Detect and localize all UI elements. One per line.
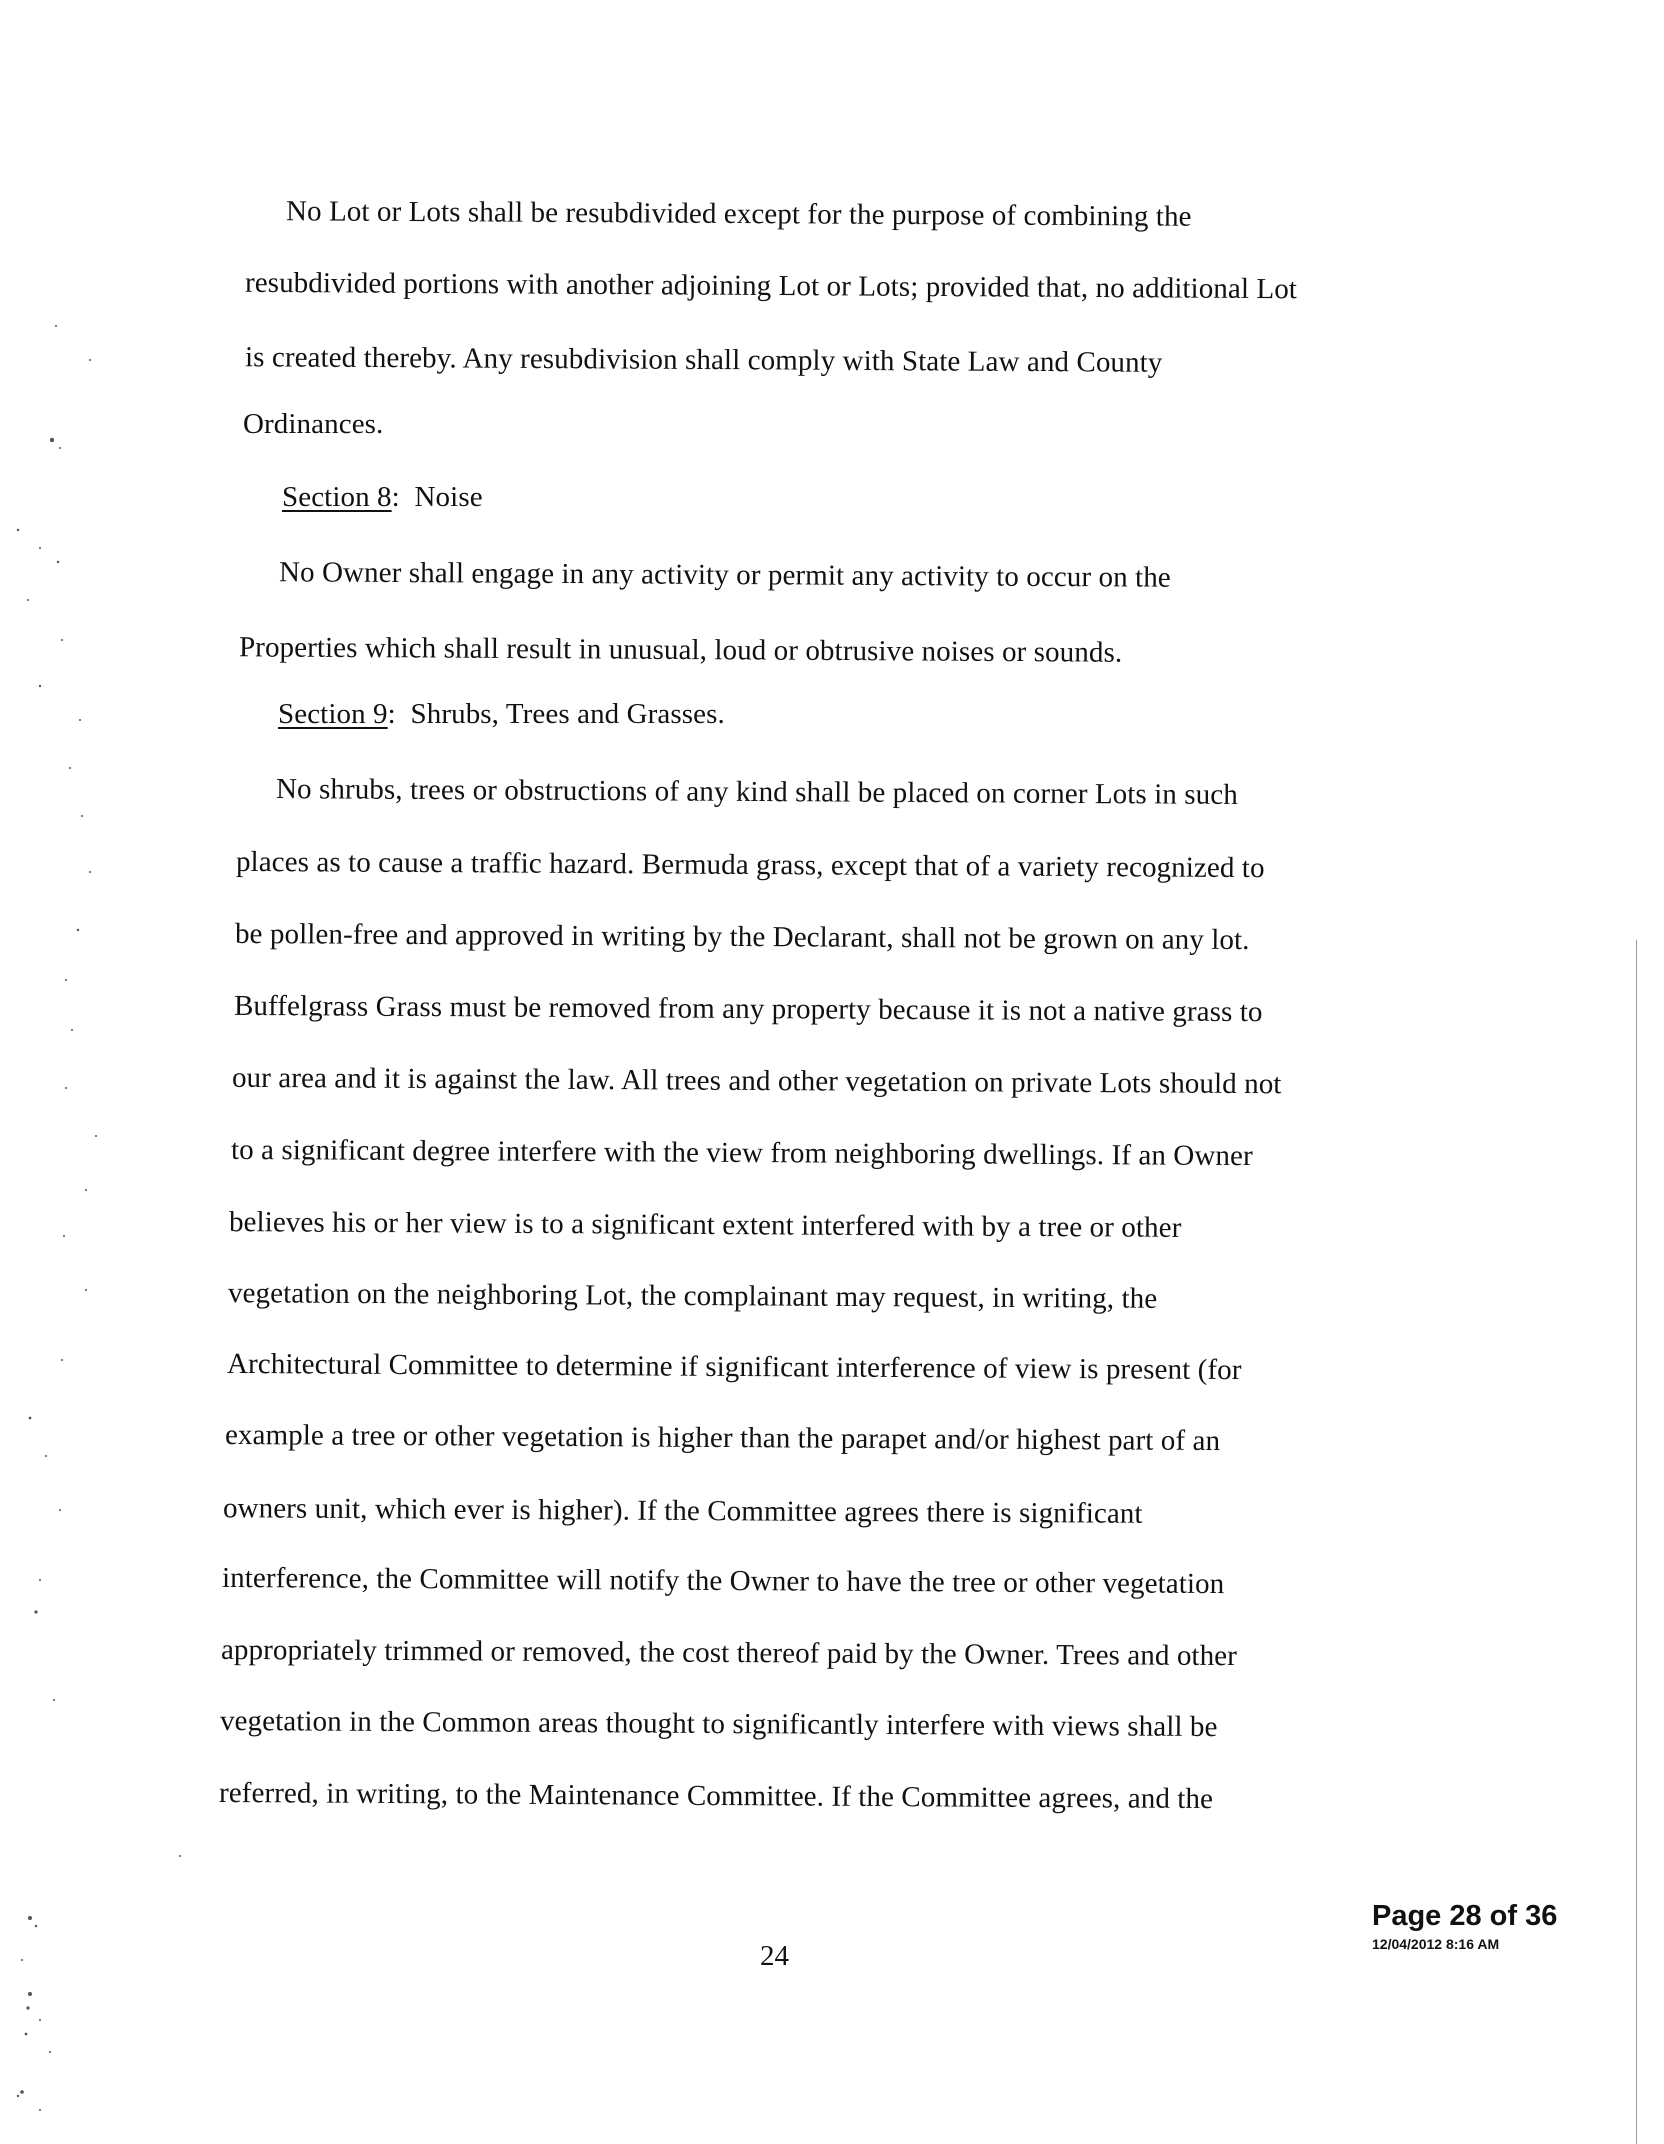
- scan-edge-line: [1636, 940, 1637, 2144]
- section-8-heading: [282, 479, 483, 515]
- recording-stamp-page: Page 28 of 36: [1372, 1900, 1558, 1932]
- body-text-line: Properties which shall result in unusual, loud or obtrusive noises or sounds.: [238, 631, 1123, 669]
- body-text-line: places as to cause a traffic hazard. Bermuda grass, except that of a variety recognized to: [235, 845, 1265, 885]
- body-text-line: No shrubs, trees or obstructions of any kind shall be placed on corner Lots in such: [275, 773, 1238, 811]
- section-9-title: Shrubs, Trees and Grasses.: [410, 698, 725, 730]
- body-text-line: No Owner shall engage in any activity or permit any activity to occur on the: [278, 556, 1171, 594]
- body-text-line: No Lot or Lots shall be resubdivided except for the purpose of combining the: [285, 195, 1192, 233]
- body-text-line: Buffelgrass Grass must be removed from any property because it is not a native grass to: [233, 989, 1263, 1029]
- body-text-line: appropriately trimmed or removed, the cost thereof paid by the Owner. Trees and other: [220, 1633, 1238, 1673]
- body-text-line: Ordinances.: [243, 408, 384, 440]
- body-text-line: is created thereby. Any resubdivision shall comply with State Law and County: [244, 341, 1163, 379]
- body-text-line: believes his or her view is to a significant extent interfered with by a tree or other: [228, 1206, 1182, 1244]
- page-number: 24: [760, 1940, 789, 1972]
- body-text-line: resubdivided portions with another adjoining Lot or Lots; provided that, no additional Lot: [244, 266, 1298, 306]
- body-text-line: vegetation on the neighboring Lot, the complainant may request, in writing, the: [227, 1277, 1158, 1315]
- body-text-line: owners unit, which ever is higher). If the Committee agrees there is significant: [222, 1492, 1143, 1530]
- section-9-colon: :: [387, 698, 396, 730]
- body-text-line: interference, the Committee will notify the Owner to have the tree or other vegetation: [221, 1561, 1225, 1601]
- body-text-line: be pollen-free and approved in writing by the Declarant, shall not be grown on any lot.: [234, 917, 1250, 957]
- section-8-colon: :: [391, 481, 400, 513]
- body-text-line: to a significant degree interfere with the view from neighboring dwellings. If an Owner: [230, 1133, 1253, 1173]
- recording-stamp-datetime: 12/04/2012 8:16 AM: [1372, 1936, 1500, 1952]
- section-8-title: Noise: [414, 481, 483, 513]
- section-9-label: Section 9: [278, 698, 388, 730]
- section-8-label: Section 8: [282, 481, 392, 513]
- body-text-line: referred, in writing, to the Maintenance Committee. If the Committee agrees, and the: [218, 1776, 1214, 1816]
- body-text-line: vegetation in the Common areas thought to significantly interfere with views shall be: [219, 1704, 1218, 1744]
- body-text-line: Architectural Committee to determine if significant interference of view is present (for: [226, 1347, 1242, 1387]
- section-9-heading: [278, 696, 725, 732]
- body-text-line: our area and it is against the law. All trees and other vegetation on private Lots should not: [231, 1061, 1282, 1101]
- body-text-line: example a tree or other vegetation is higher than the parapet and/or highest part of an: [224, 1418, 1221, 1458]
